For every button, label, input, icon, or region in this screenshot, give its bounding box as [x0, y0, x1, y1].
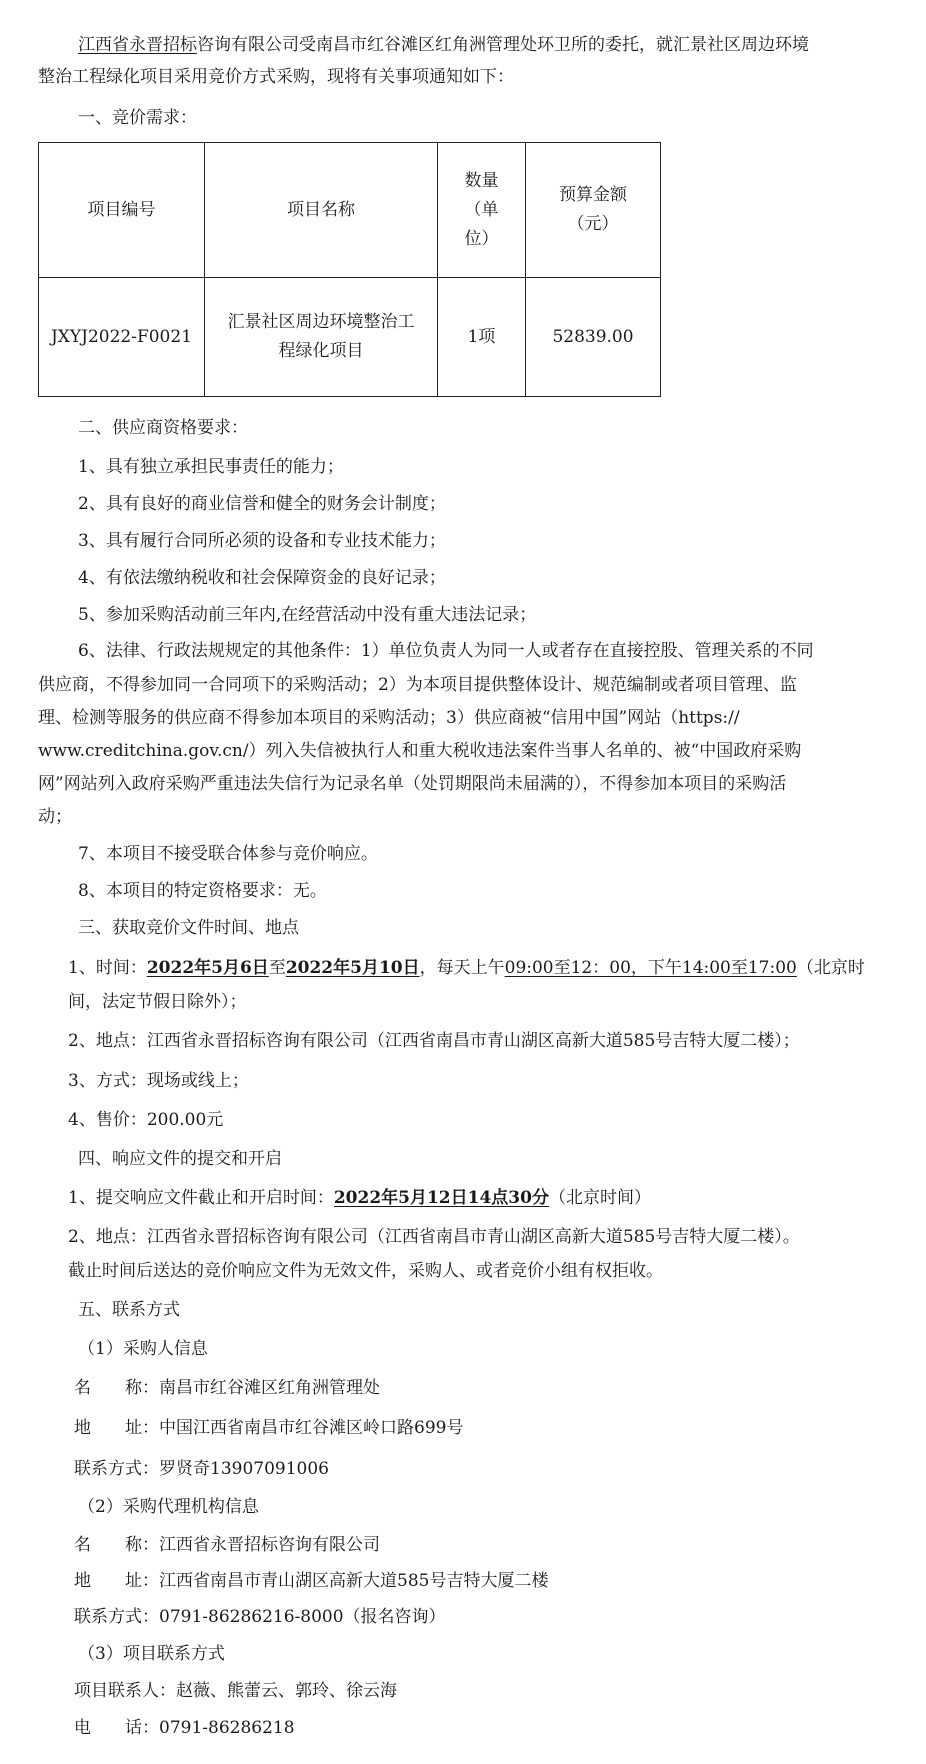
project-contact-title: （3）项目联系方式	[78, 1644, 225, 1664]
price-line: 4、售价：200.00元	[68, 1110, 224, 1130]
agent-address: 地 址：江西省南昌市青山湖区高新大道585号吉特大厦二楼	[74, 1571, 549, 1591]
req-item-7: 7、本项目不接受联合体参与竞价响应。	[78, 844, 378, 864]
start-date: 2022年5月6日	[146, 958, 269, 978]
deadline-line: 1、提交响应文件截止和开启时间：2022年5月12日14点30分（北京时间）	[68, 1188, 651, 1208]
header-qty: 数量 （单 位）	[438, 143, 526, 278]
end-date: 2022年5月10日	[285, 958, 420, 978]
buyer-address: 地 址：中国江西省南昌市红谷滩区岭口路699号	[74, 1418, 464, 1438]
buyer-info-title: （1）采购人信息	[78, 1339, 208, 1359]
place2-line: 2、地点：江西省永晋招标咨询有限公司（江西省南昌市青山湖区高新大道585号吉特大厦二楼）。	[68, 1227, 800, 1247]
hours: 09:00至12：00，下午14:00至17:00	[504, 958, 797, 978]
header-code: 项目编号	[39, 143, 205, 278]
table-header-row	[39, 143, 661, 278]
req-item-6-line-3: 理、检测等服务的供应商不得参加本项目的采购活动；3）供应商被“信用中国”网站（https://	[38, 708, 740, 728]
header-name: 项目名称	[205, 143, 438, 278]
buyer-contact: 联系方式：罗贤奇13907091006	[74, 1459, 329, 1479]
agent-info-title: （2）采购代理机构信息	[78, 1497, 259, 1517]
req-item-6-line-4: www.creditchina.gov.cn/）列入失信被执行人和重大税收违法案件当事人名单的、被“中国政府采购	[38, 741, 802, 761]
agency-name: 江西省永晋	[78, 35, 163, 55]
method-line: 3、方式：现场或线上；	[68, 1071, 249, 1091]
time-line-2: 间，法定节假日除外）；	[68, 992, 247, 1012]
req-item-8: 8、本项目的特定资格要求：无。	[78, 881, 327, 901]
req-item-4: 4、有依法缴纳税收和社会保障资金的良好记录；	[78, 568, 446, 588]
req-item-3: 3、具有履行合同所必须的设备和专业技术能力；	[78, 531, 446, 551]
cell-name: 汇景社区周边环境整治工 程绿化项目	[205, 278, 438, 397]
header-budget: 预算金额 （元）	[526, 143, 661, 278]
agent-contact: 联系方式：0791-86286216-8000（报名咨询）	[74, 1607, 446, 1627]
req-item-6-line-1: 6、法律、行政法规规定的其他条件：1）单位负责人为同一人或者存在直接控股、管理关系的不同	[78, 641, 814, 661]
section-2-heading: 二、供应商资格要求：	[78, 418, 248, 438]
intro-line-2: 整治工程绿化项目采用竞价方式采购，现将有关事项通知如下：	[38, 67, 514, 87]
cell-code: JXYJ2022-F0021	[39, 278, 205, 397]
table-row	[39, 278, 661, 397]
section-1-heading: 一、竞价需求：	[78, 108, 197, 128]
requirements-table	[38, 142, 661, 397]
cell-qty: 1项	[438, 278, 526, 397]
section-3-heading: 三、获取竞价文件时间、地点	[78, 918, 299, 938]
intro-line-1	[78, 34, 809, 56]
section-4-heading: 四、响应文件的提交和开启	[78, 1149, 282, 1169]
place-line: 2、地点：江西省永晋招标咨询有限公司（江西省南昌市青山湖区高新大道585号吉特大厦二楼）；	[68, 1031, 800, 1051]
req-item-6-line-2: 供应商，不得参加同一合同项下的采购活动；2）为本项目提供整体设计、规范编制或者项目管理、监	[38, 675, 797, 695]
req-item-1: 1、具有独立承担民事责任的能力；	[78, 457, 344, 477]
req-item-6-line-5: 网”网站列入政府采购严重违法失信行为记录名单（处罚期限尚未届满的），不得参加本项目的采购活	[38, 774, 787, 794]
req-item-6-line-6: 动；	[38, 807, 72, 827]
notice-line: 截止时间后送达的竞价响应文件为无效文件，采购人、或者竞价小组有权拒收。	[68, 1261, 663, 1281]
section-5-heading: 五、联系方式	[78, 1300, 180, 1320]
agent-name: 名 称：江西省永晋招标咨询有限公司	[74, 1535, 380, 1555]
project-contacts: 项目联系人：赵薇、熊蕾云、郭玲、徐云海	[74, 1681, 397, 1701]
time-line-1: 1、时间：2022年5月6日至2022年5月10日，每天上午09:00至12：00，下午14:00至17:00（北京时	[68, 958, 865, 978]
deadline-value: 2022年5月12日14点30分	[333, 1188, 549, 1208]
cell-budget: 52839.00	[526, 278, 661, 397]
intro-text: 咨询有限公司受南昌市红谷滩区红角洲管理处环卫所的委托，就汇景社区周边环境	[197, 35, 809, 55]
buyer-name: 名 称：南昌市红谷滩区红角洲管理处	[74, 1378, 380, 1398]
project-phone: 电 话：0791-86286218	[74, 1718, 295, 1738]
req-item-2: 2、具有良好的商业信誉和健全的财务会计制度；	[78, 494, 446, 514]
req-item-5: 5、参加采购活动前三年内,在经营活动中没有重大违法记录；	[78, 605, 537, 625]
zhaobiao-text: 招标	[163, 35, 197, 55]
